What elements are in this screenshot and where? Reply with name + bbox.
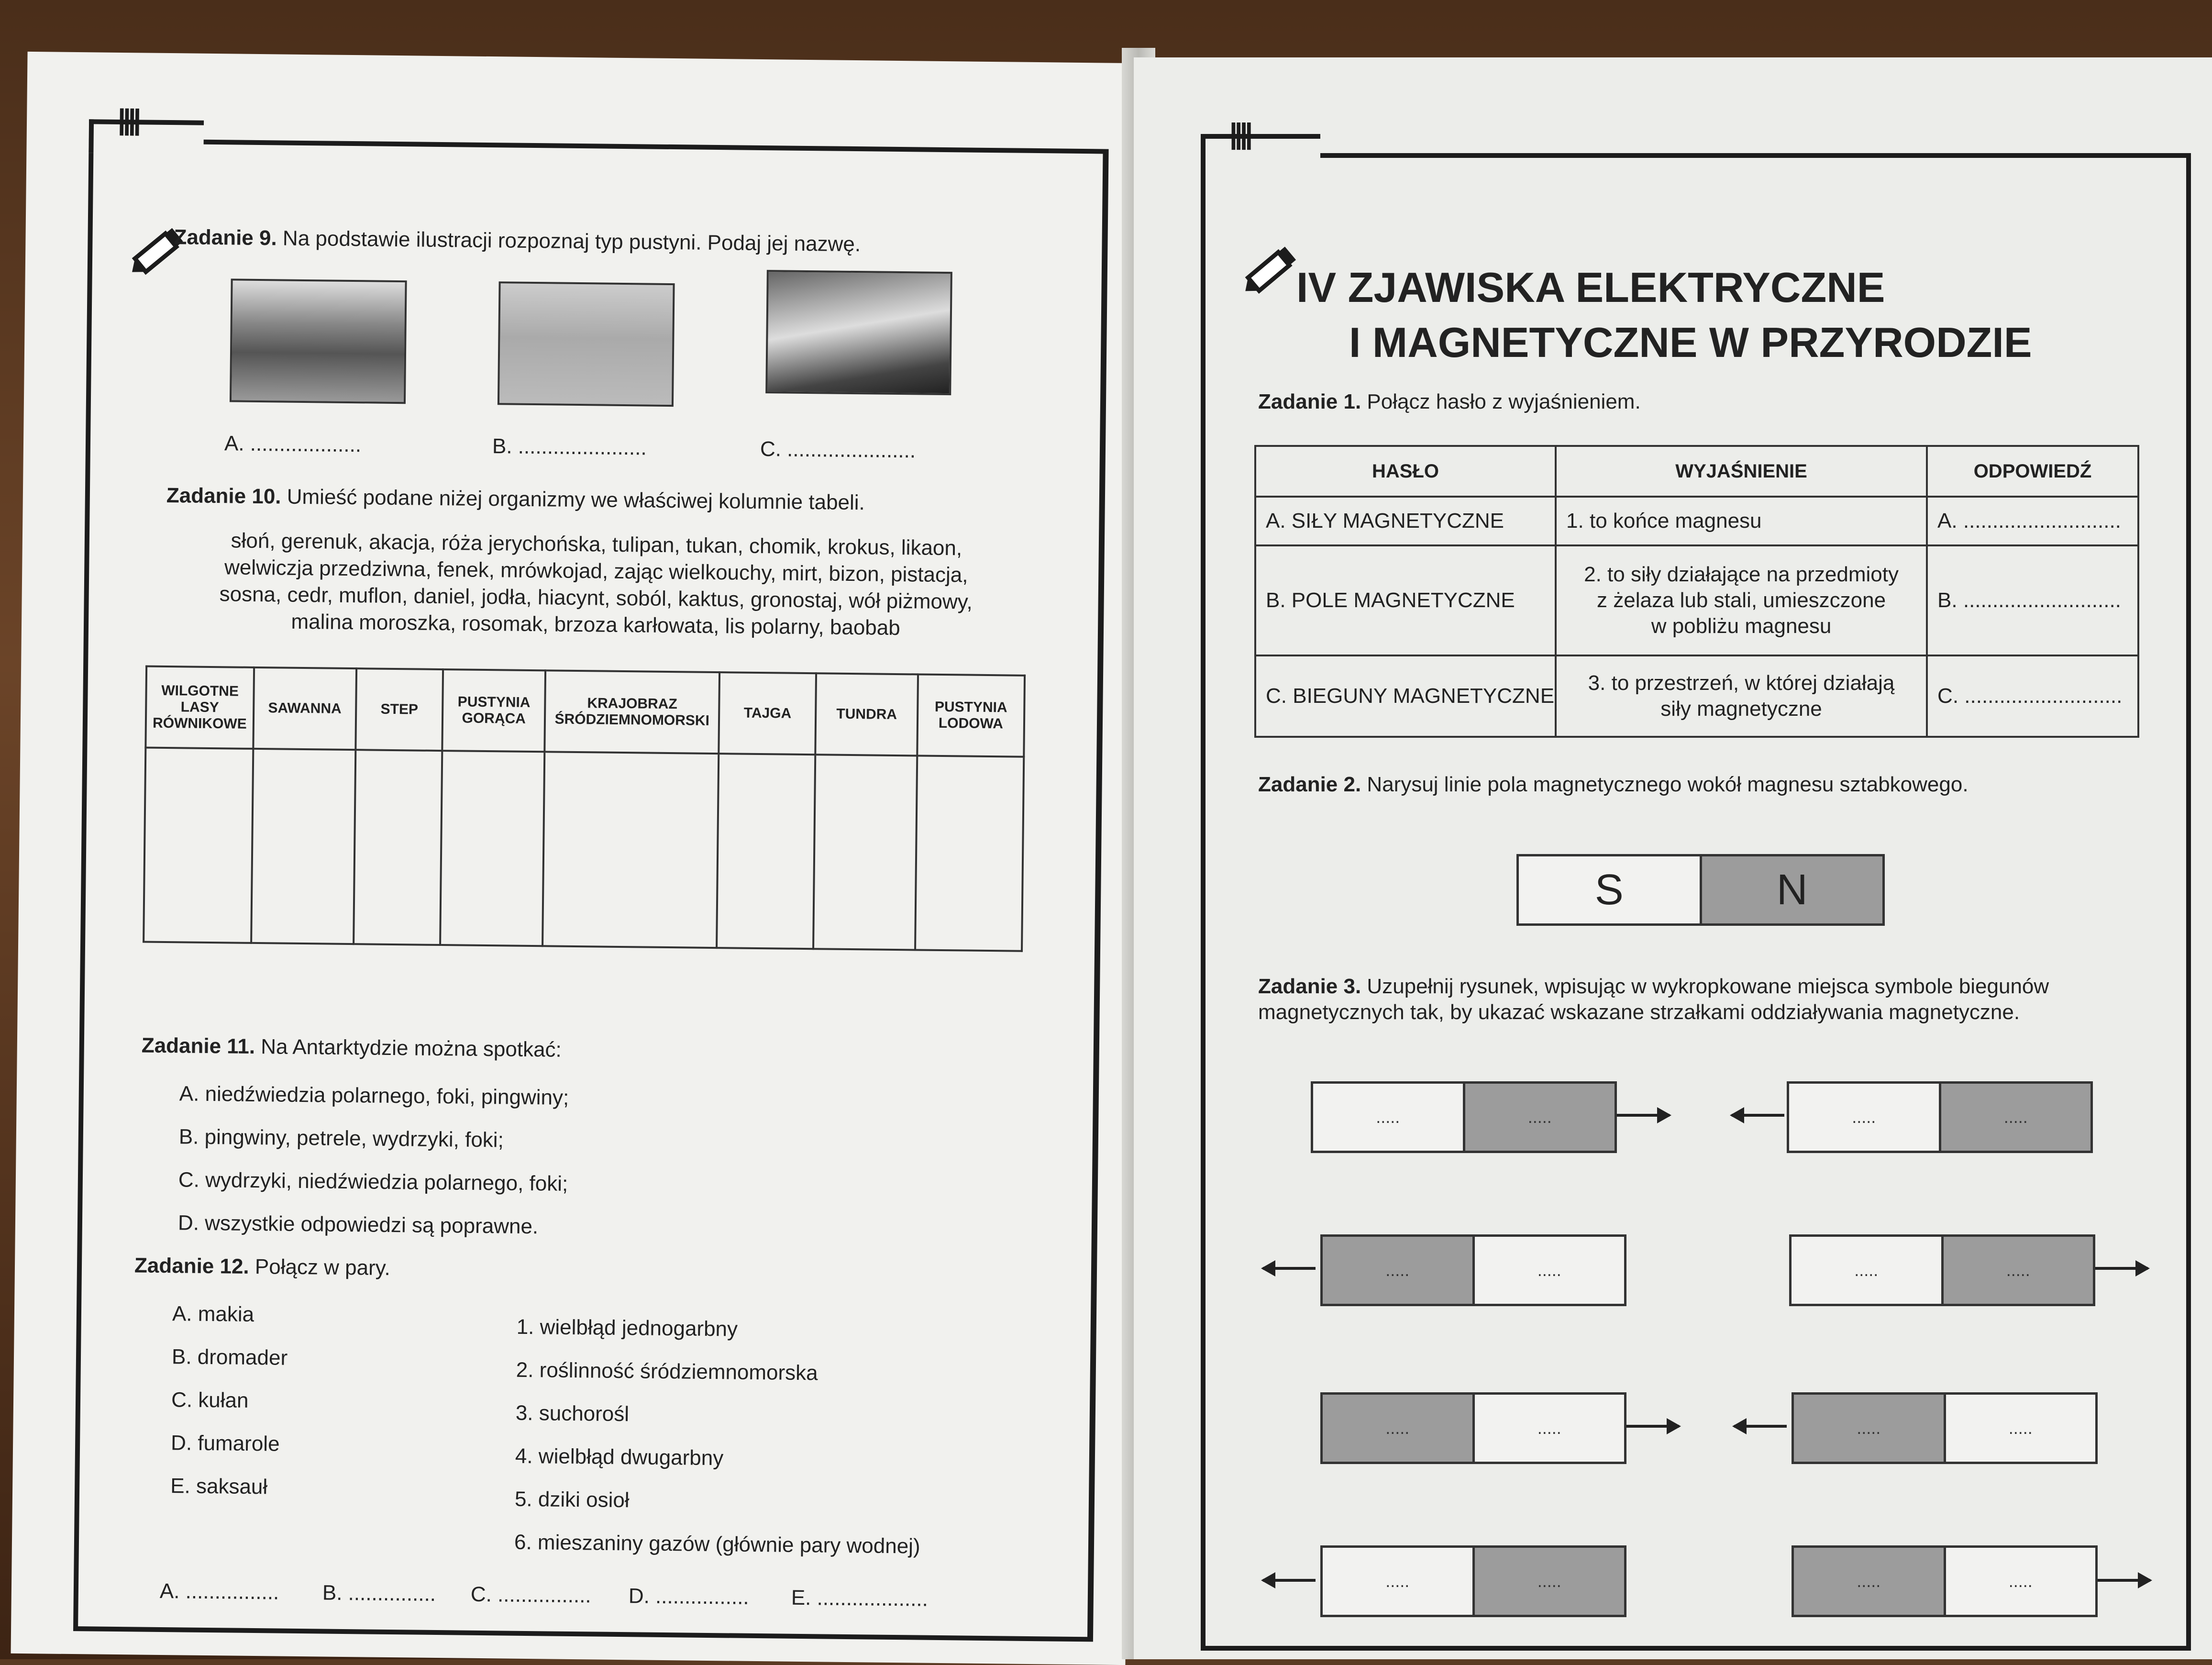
blank-pole[interactable]: ..... (1794, 1548, 1946, 1615)
z11-option-b[interactable]: B. pingwiny, petrele, wydrzyki, foki; (178, 1125, 504, 1152)
expl-3 (1556, 655, 1927, 737)
z12-number-1: 1. wielbłąd jednogarbny (516, 1315, 738, 1341)
blank-pole[interactable]: ..... (1789, 1084, 1941, 1151)
blank-pole[interactable]: ..... (1946, 1548, 2096, 1615)
answer-cell[interactable] (144, 748, 253, 943)
z12-letter-b: B. dromader (171, 1345, 288, 1370)
col-step: STEP (355, 668, 443, 751)
z2-label: Zadanie 2. (1258, 773, 1361, 796)
spiral-rings-icon: |||| (1229, 118, 1250, 150)
blank-pole[interactable]: ..... (1323, 1395, 1475, 1462)
z12-answer-d[interactable]: D. ................ (628, 1584, 749, 1609)
magnet-pair-2-left (1320, 1234, 1626, 1306)
z12-letter-c: C. kułan (171, 1388, 249, 1412)
z10-list-line: słoń, gerenuk, akacja, róża jerychońska, tulipan, tukan, chomik, krokus, likaon, (231, 529, 962, 560)
z3-text-line2: magnetycznych tak, by ukazać wskazane strzałkami oddziaływania magnetyczne. (1258, 1000, 2020, 1024)
z10-text: Umieść podane niżej organizmy we właściwej kolumnie tabeli. (287, 485, 865, 515)
magnet-pair-1-left (1311, 1081, 1617, 1153)
answer-c[interactable]: C. ........................... (1927, 655, 2138, 737)
z12-label: Zadanie 12. (134, 1254, 249, 1278)
z10-list-line: sosna, cedr, muflon, daniel, jodła, hiacynt, soból, kaktus, gronostaj, wół piżmowy, (219, 582, 973, 614)
z9-answer-a[interactable]: A. ................... (224, 432, 362, 457)
right-frame-corner (1201, 134, 1320, 167)
z9-label: Zadanie 9. (174, 225, 277, 250)
expl-line: siły magnetyczne (1660, 697, 1822, 721)
blank-pole[interactable]: ..... (1794, 1395, 1946, 1462)
header-haslo: HASŁO (1255, 446, 1556, 497)
col-tundra: TUNDRA (816, 673, 918, 755)
z12-letter-a: A. makia (172, 1302, 254, 1326)
blank-pole[interactable]: ..... (1475, 1395, 1625, 1462)
z1-heading (1258, 390, 1641, 414)
z12-answer-c[interactable]: C. ................ (470, 1582, 591, 1608)
z3-text: Uzupełnij rysunek, wpisując w wykropkowane miejsca symbole biegunów (1367, 975, 2049, 998)
z9-answer-c[interactable]: C. ...................... (760, 437, 916, 463)
z9-answer-b[interactable]: B. ...................... (492, 434, 647, 460)
z11-option-c[interactable]: C. wydrzyki, niedźwiedzia polarnego, foki; (178, 1168, 568, 1196)
left-page (11, 52, 1142, 1665)
arrow-left-icon (1263, 1579, 1316, 1582)
right-page (1134, 57, 2212, 1659)
col-tajga: TAJGA (719, 672, 817, 755)
desert-photo-a (230, 278, 407, 404)
z11-text: Na Antarktydzie można spotkać: (261, 1035, 562, 1062)
expl-1: 1. to końce magnesu (1556, 497, 1927, 545)
blank-pole[interactable]: ..... (1792, 1237, 1944, 1304)
arrow-left-icon (1263, 1267, 1316, 1270)
term-b: B. POLE MAGNETYCZNE (1255, 545, 1556, 655)
arrow-left-icon (1732, 1114, 1784, 1117)
term-c: C. BIEGUNY MAGNETYCZNE (1255, 655, 1556, 737)
desert-photo-c (765, 270, 952, 395)
answer-cell[interactable] (542, 752, 719, 948)
col-krajobraz: KRAJOBRAZ ŚRÓDZIEMNOMORSKI (544, 670, 719, 754)
col-wilgotne-lasy: WILGOTNE LASY RÓWNIKOWE (145, 666, 254, 749)
magnet-pair-1-right (1787, 1081, 2093, 1153)
blank-pole[interactable]: ..... (1323, 1237, 1475, 1304)
z11-label: Zadanie 11. (141, 1033, 255, 1058)
z11-option-d[interactable]: D. wszystkie odpowiedzi są poprawne. (177, 1211, 539, 1239)
blank-pole[interactable]: ..... (1313, 1084, 1465, 1151)
z2-text: Narysuj linie pola magnetycznego wokół magnesu sztabkowego. (1367, 773, 1969, 796)
header-wyjasnienie: WYJAŚNIENIE (1556, 446, 1927, 497)
answer-cell[interactable] (915, 755, 1024, 951)
desert-photo-b (498, 281, 675, 407)
expl-line: w pobliżu magnesu (1651, 614, 1832, 638)
answer-cell[interactable] (251, 749, 355, 944)
z12-answer-a[interactable]: A. ................ (159, 1579, 279, 1604)
blank-pole[interactable]: ..... (1465, 1084, 1615, 1151)
expl-line: 2. to siły działające na przedmioty (1584, 563, 1899, 586)
bar-magnet (1516, 854, 1885, 926)
z1-label: Zadanie 1. (1258, 390, 1361, 413)
z12-number-4: 4. wielbłąd dwugarbny (515, 1444, 724, 1470)
z2-heading (1258, 773, 1969, 797)
z12-answer-b[interactable]: B. ............... (322, 1581, 436, 1606)
chapter-title-line-1: IV ZJAWISKA ELEKTRYCZNE (1296, 264, 1885, 311)
z12-answer-e[interactable]: E. ................... (791, 1586, 929, 1611)
z1-text: Połącz hasło z wyjaśnieniem. (1367, 390, 1641, 413)
expl-line: z żelaza lub stali, umieszczone (1597, 588, 1886, 612)
magnet-pair-4-right (1792, 1545, 2098, 1617)
answer-b[interactable]: B. ........................... (1927, 545, 2138, 655)
arrow-right-icon (2098, 1579, 2150, 1582)
col-sawanna: SAWANNA (253, 667, 356, 750)
pencil-icon (1234, 234, 1306, 306)
blank-pole[interactable]: ..... (1941, 1084, 2091, 1151)
z9-text: Na podstawie ilustracji rozpoznaj typ pustyni. Podaj jej nazwę. (282, 226, 861, 256)
z12-number-6: 6. mieszaniny gazów (głównie pary wodnej) (514, 1530, 920, 1558)
col-pustynia-goraca: PUSTYNIA GORĄCA (442, 669, 545, 752)
pole-n: N (1702, 856, 1883, 923)
arrow-right-icon (1626, 1425, 1679, 1428)
arrow-right-icon (2095, 1267, 2148, 1270)
answer-a[interactable]: A. ........................... (1927, 497, 2138, 545)
z10-table (143, 666, 1026, 952)
blank-pole[interactable]: ..... (1944, 1237, 2093, 1304)
spiral-rings-icon: |||| (117, 103, 139, 136)
z12-number-2: 2. roślinność śródziemnomorska (516, 1358, 818, 1385)
blank-pole[interactable]: ..... (1475, 1548, 1625, 1615)
z12-heading (134, 1254, 390, 1280)
z12-letter-e: E. saksauł (170, 1474, 268, 1499)
answer-cell[interactable] (813, 755, 917, 950)
arrow-right-icon (1617, 1114, 1670, 1117)
z11-option-a[interactable]: A. niedźwiedzia polarnego, foki, pingwiny; (179, 1082, 569, 1110)
z1-table (1254, 445, 2139, 738)
left-frame-corner (88, 119, 204, 154)
blank-pole[interactable]: ..... (1946, 1395, 2096, 1462)
z10-label: Zadanie 10. (166, 483, 281, 509)
magnet-pair-3-left (1320, 1392, 1626, 1464)
z3-label: Zadanie 3. (1258, 975, 1361, 998)
z3-heading (1258, 974, 2049, 1025)
header-odpowiedz: ODPOWIEDŹ (1927, 446, 2138, 497)
answer-cell[interactable] (717, 754, 816, 949)
blank-pole[interactable]: ..... (1323, 1548, 1475, 1615)
z12-letter-d: D. fumarole (170, 1431, 280, 1456)
blank-pole[interactable]: ..... (1475, 1237, 1625, 1304)
magnet-pair-2-right (1789, 1234, 2095, 1306)
arrow-left-icon (1734, 1425, 1787, 1428)
answer-cell[interactable] (354, 750, 442, 945)
z10-list-line: malina moroszka, rosomak, brzoza karłowata, lis polarny, baobab (291, 610, 900, 640)
z12-number-5: 5. dziki osioł (514, 1487, 630, 1512)
z11-heading (142, 1034, 562, 1062)
magnet-pair-3-right (1792, 1392, 2098, 1464)
z10-organism-list (165, 527, 1027, 643)
col-pustynia-lodowa: PUSTYNIA LODOWA (917, 674, 1025, 756)
pole-s: S (1519, 856, 1702, 923)
z10-list-line: welwiczja przedziwna, fenek, mrówkojad, zając wielkouchy, mirt, bizon, pistacja, (224, 555, 968, 587)
term-a: A. SIŁY MAGNETYCZNE (1255, 497, 1556, 545)
z12-number-3: 3. suchorośl (515, 1401, 630, 1426)
answer-cell[interactable] (441, 751, 545, 946)
magnet-pair-4-left (1320, 1545, 1626, 1617)
chapter-title-line-2: I MAGNETYCZNE W PRZYRODZIE (1349, 319, 2032, 366)
expl-line: 3. to przestrzeń, w której działają (1588, 671, 1895, 695)
expl-2 (1556, 545, 1927, 655)
z12-text: Połącz w pary. (254, 1255, 391, 1280)
